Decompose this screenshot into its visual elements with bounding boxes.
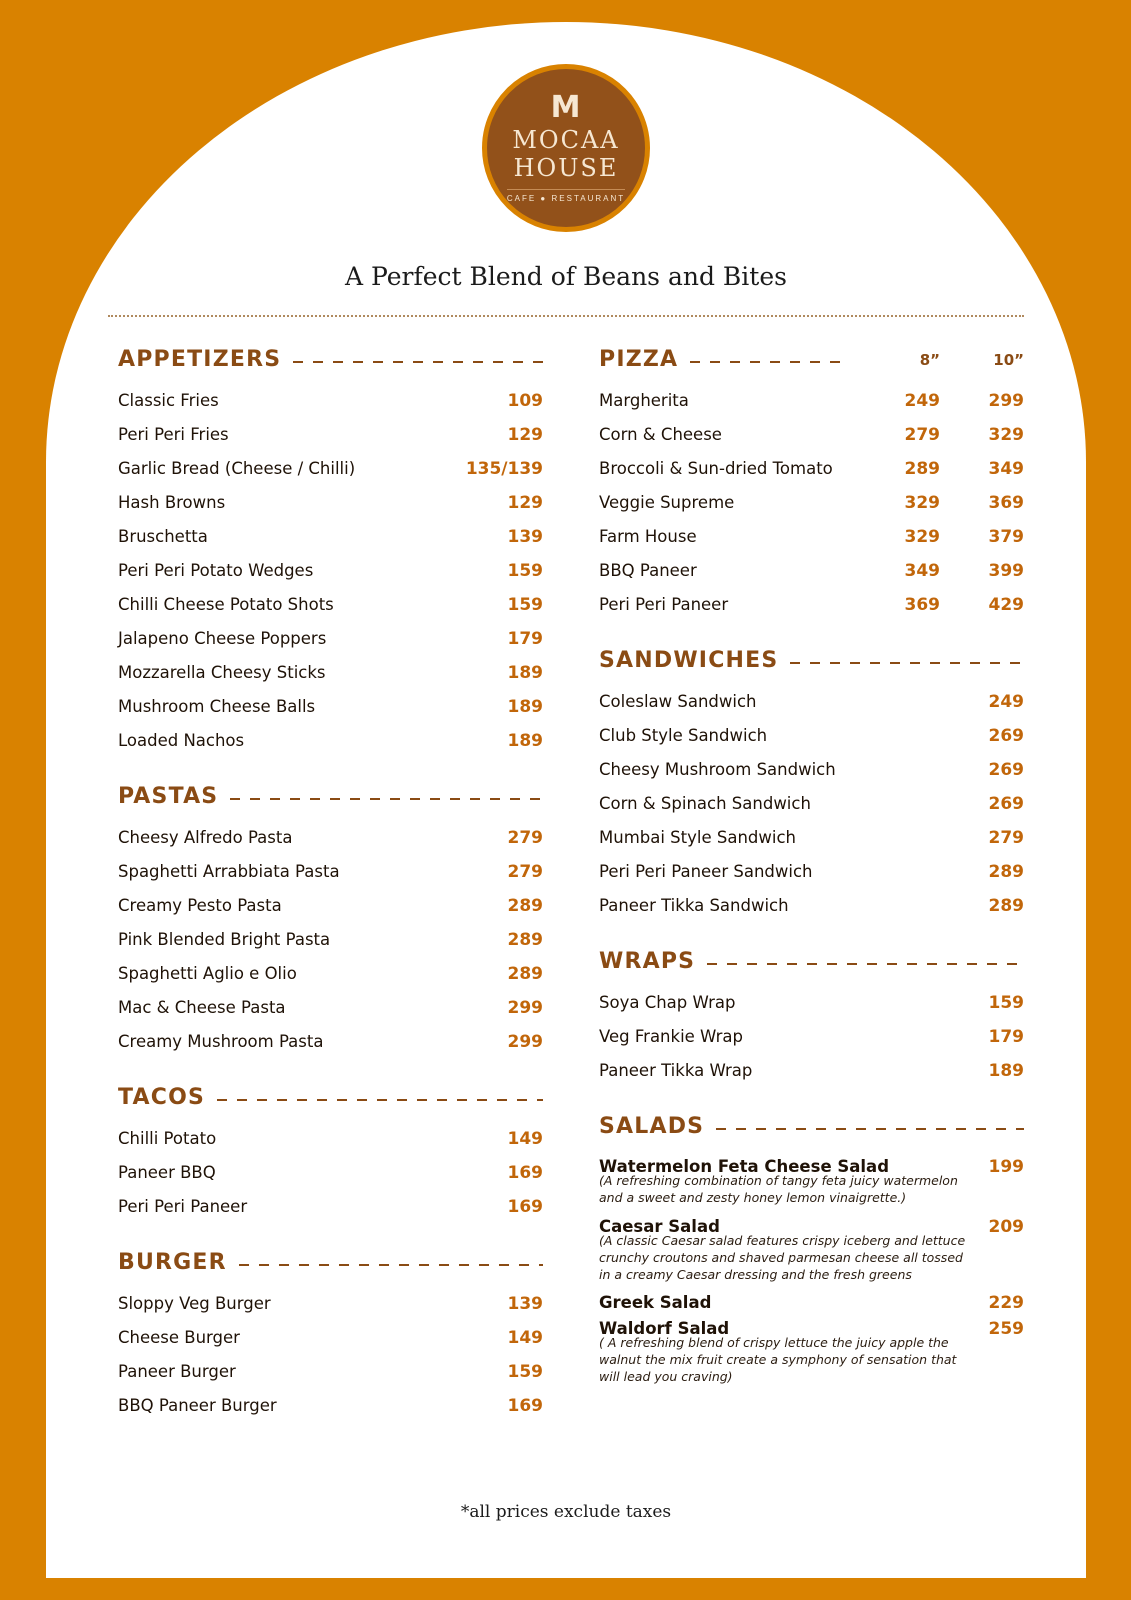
item-price: 189 xyxy=(507,697,543,717)
item-price-8in: 329 xyxy=(904,527,940,547)
item-name: Peri Peri Paneer Sandwich xyxy=(599,862,813,881)
menu-item xyxy=(118,821,543,855)
item-name: Corn & Cheese xyxy=(599,425,722,444)
brand-name-line1: MOCAA xyxy=(512,125,620,154)
section-burger xyxy=(118,1250,543,1423)
menu-item xyxy=(599,520,1024,554)
menu-item xyxy=(599,588,1024,622)
menu-item xyxy=(599,1020,1024,1054)
item-name: Peri Peri Fries xyxy=(118,425,229,444)
item-description: ( A refreshing blend of crispy lettuce the juicy apple the walnut the mix fruit create a symphony of sensation that will lead you craving) xyxy=(599,1335,957,1385)
dotted-rule xyxy=(293,361,543,363)
item-name: Mac & Cheese Pasta xyxy=(118,998,286,1017)
item-price: 289 xyxy=(988,862,1024,882)
section-title: APPETIZERS xyxy=(118,347,282,372)
item-price: 169 xyxy=(507,1163,543,1183)
menu-item xyxy=(599,685,1024,719)
brand-logo xyxy=(482,64,650,232)
item-price: 149 xyxy=(507,1129,543,1149)
item-price-10in: 399 xyxy=(988,561,1024,581)
menu-item xyxy=(599,384,1024,418)
item-price-10in: 349 xyxy=(988,459,1024,479)
menu-item xyxy=(118,588,543,622)
size-header-8in: 8” xyxy=(919,350,940,369)
item-price-10in: 329 xyxy=(988,425,1024,445)
section-title: PIZZA xyxy=(599,347,679,372)
item-name: Broccoli & Sun-dried Tomato xyxy=(599,459,833,478)
section-sandwiches xyxy=(599,648,1024,923)
item-name: Bruschetta xyxy=(118,527,208,546)
section-header xyxy=(118,784,543,809)
item-name: Waldorf Salad xyxy=(599,1319,730,1339)
item-price-8in: 349 xyxy=(904,561,940,581)
item-name: Paneer Tikka Wrap xyxy=(599,1061,753,1080)
item-description: (A refreshing combination of tangy feta juicy watermelon and a sweet and zesty honey lemon vinaigrette.) xyxy=(599,1173,958,1205)
item-name: Cheesy Mushroom Sandwich xyxy=(599,760,836,779)
item-name: Spaghetti Aglio e Olio xyxy=(118,964,297,983)
item-price-8in: 289 xyxy=(904,459,940,479)
menu-item xyxy=(118,1355,543,1389)
menu-item xyxy=(118,1321,543,1355)
item-price: 189 xyxy=(507,663,543,683)
item-name: Margherita xyxy=(599,391,689,410)
menu-item xyxy=(118,957,543,991)
item-price: 149 xyxy=(507,1328,543,1348)
dotted-rule xyxy=(707,963,1024,965)
price-footnote: *all prices exclude taxes xyxy=(460,1502,672,1522)
item-price: 179 xyxy=(507,629,543,649)
section-header xyxy=(599,1114,1024,1139)
menu-item xyxy=(599,889,1024,923)
item-price: 249 xyxy=(988,692,1024,712)
item-name: Greek Salad xyxy=(599,1293,712,1313)
item-name: Garlic Bread (Cheese / Chilli) xyxy=(118,459,356,478)
item-price: 129 xyxy=(507,425,543,445)
menu-item xyxy=(599,986,1024,1020)
menu-item xyxy=(118,520,543,554)
item-price: 229 xyxy=(988,1293,1024,1314)
item-name: Chilli Potato xyxy=(118,1129,217,1148)
item-name: Peri Peri Paneer xyxy=(118,1197,248,1216)
menu-item xyxy=(118,690,543,724)
menu-item xyxy=(118,889,543,923)
item-price: 135/139 xyxy=(465,459,543,479)
section-wraps xyxy=(599,949,1024,1088)
menu-item xyxy=(118,991,543,1025)
menu-item xyxy=(118,554,543,588)
logo-monogram-icon: M xyxy=(550,89,582,125)
menu-item xyxy=(118,855,543,889)
item-price: 189 xyxy=(507,731,543,751)
item-price: 159 xyxy=(507,561,543,581)
item-name: Pink Blended Bright Pasta xyxy=(118,930,331,949)
menu-item xyxy=(118,452,543,486)
item-price-8in: 369 xyxy=(904,595,940,615)
item-price: 159 xyxy=(507,1362,543,1382)
item-name: Peri Peri Paneer xyxy=(599,595,729,614)
menu-item xyxy=(599,855,1024,889)
item-name: Paneer Tikka Sandwich xyxy=(599,896,789,915)
menu-item xyxy=(118,1389,543,1423)
item-price: 279 xyxy=(507,862,543,882)
dotted-rule xyxy=(690,361,844,363)
item-price: 169 xyxy=(507,1396,543,1416)
brand-name-line2: HOUSE xyxy=(513,153,619,182)
menu-item xyxy=(118,1190,543,1224)
dotted-rule xyxy=(716,1128,1024,1130)
item-name: BBQ Paneer Burger xyxy=(118,1396,277,1415)
item-name: Farm House xyxy=(599,527,697,546)
item-name: Corn & Spinach Sandwich xyxy=(599,794,811,813)
section-header xyxy=(118,347,543,372)
menu-item xyxy=(118,923,543,957)
item-price: 159 xyxy=(988,993,1024,1013)
item-name: Cheesy Alfredo Pasta xyxy=(118,828,293,847)
menu-item xyxy=(118,656,543,690)
item-name: Paneer BBQ xyxy=(118,1163,216,1182)
item-price: 209 xyxy=(988,1216,1024,1237)
section-title: PASTAS xyxy=(118,784,219,809)
section-header xyxy=(118,1085,543,1110)
dotted-rule xyxy=(790,662,1024,664)
menu-item xyxy=(118,1156,543,1190)
menu-item xyxy=(118,1122,543,1156)
item-price-8in: 279 xyxy=(904,425,940,445)
item-name: Club Style Sandwich xyxy=(599,726,768,745)
section-tacos xyxy=(118,1085,543,1224)
item-price: 299 xyxy=(507,1032,543,1052)
item-price: 279 xyxy=(507,828,543,848)
item-price-10in: 369 xyxy=(988,493,1024,513)
item-name: Chilli Cheese Potato Shots xyxy=(118,595,334,614)
left-column xyxy=(118,347,543,1449)
item-price: 109 xyxy=(507,391,543,411)
item-price-8in: 329 xyxy=(904,493,940,513)
section-pastas xyxy=(118,784,543,1059)
item-price: 189 xyxy=(988,1061,1024,1081)
item-price: 269 xyxy=(988,760,1024,780)
dotted-rule xyxy=(217,1099,543,1101)
menu-item xyxy=(118,1025,543,1059)
dotted-rule xyxy=(230,798,543,800)
menu-item xyxy=(599,418,1024,452)
item-name: Jalapeno Cheese Poppers xyxy=(118,629,327,648)
section-header xyxy=(599,949,1024,974)
section-header xyxy=(118,1250,543,1275)
size-header-10in: 10” xyxy=(993,350,1024,369)
item-name: Paneer Burger xyxy=(118,1362,236,1381)
dotted-rule xyxy=(239,1264,543,1266)
item-name: Coleslaw Sandwich xyxy=(599,692,757,711)
menu-item xyxy=(599,486,1024,520)
section-title: TACOS xyxy=(118,1085,206,1110)
item-price-8in: 249 xyxy=(904,391,940,411)
item-name: Watermelon Feta Cheese Salad xyxy=(599,1157,889,1176)
item-name: Creamy Mushroom Pasta xyxy=(118,1032,324,1051)
menu-item xyxy=(599,1054,1024,1088)
section-header xyxy=(599,347,1024,372)
section-title: BURGER xyxy=(118,1250,227,1275)
menu-item xyxy=(599,787,1024,821)
item-name: Sloppy Veg Burger xyxy=(118,1294,271,1313)
section-header xyxy=(599,648,1024,673)
item-name: Mozzarella Cheesy Sticks xyxy=(118,663,326,682)
item-price: 289 xyxy=(988,896,1024,916)
item-price: 169 xyxy=(507,1197,543,1217)
item-name: Caesar Salad xyxy=(599,1216,720,1236)
item-name: Creamy Pesto Pasta xyxy=(118,896,282,915)
item-price: 129 xyxy=(507,493,543,513)
tagline: A Perfect Blend of Beans and Bites xyxy=(345,262,787,291)
section-salads xyxy=(599,1114,1024,1386)
item-price: 259 xyxy=(988,1319,1024,1340)
item-price: 289 xyxy=(507,964,543,984)
item-price: 179 xyxy=(988,1027,1024,1047)
item-name: BBQ Paneer xyxy=(599,561,697,580)
item-name: Peri Peri Potato Wedges xyxy=(118,561,314,580)
section-title: SALADS xyxy=(599,1114,705,1139)
item-name: Soya Chap Wrap xyxy=(599,993,736,1012)
item-name: Classic Fries xyxy=(118,391,219,410)
menu-item xyxy=(118,622,543,656)
item-price: 279 xyxy=(988,828,1024,848)
menu-item xyxy=(118,384,543,418)
menu-item xyxy=(599,554,1024,588)
brand-subtitle: CAFE ● RESTAURANT xyxy=(507,189,625,203)
item-price-10in: 379 xyxy=(988,527,1024,547)
item-price: 269 xyxy=(988,794,1024,814)
item-name: Spaghetti Arrabbiata Pasta xyxy=(118,862,340,881)
menu-item xyxy=(118,1287,543,1321)
item-price: 269 xyxy=(988,726,1024,746)
item-price: 299 xyxy=(507,998,543,1018)
item-name: Loaded Nachos xyxy=(118,731,245,750)
item-price: 199 xyxy=(988,1157,1024,1177)
menu-item xyxy=(599,753,1024,787)
item-price-10in: 299 xyxy=(988,391,1024,411)
menu-item xyxy=(118,724,543,758)
item-name: Hash Browns xyxy=(118,493,226,512)
item-name: Mumbai Style Sandwich xyxy=(599,828,796,847)
pizza-size-headers xyxy=(856,351,1024,369)
section-pizza xyxy=(599,347,1024,622)
item-price-10in: 429 xyxy=(988,595,1024,615)
section-appetizers xyxy=(118,347,543,758)
menu-item xyxy=(599,1287,1024,1313)
item-price: 289 xyxy=(507,930,543,950)
item-price: 289 xyxy=(507,896,543,916)
item-name: Cheese Burger xyxy=(118,1328,240,1347)
section-title: SANDWICHES xyxy=(599,648,779,673)
item-price: 139 xyxy=(507,1294,543,1314)
menu-item xyxy=(599,821,1024,855)
header-divider xyxy=(108,315,1024,317)
item-price: 139 xyxy=(507,527,543,547)
section-title: WRAPS xyxy=(599,949,696,974)
menu-item xyxy=(118,486,543,520)
item-price: 159 xyxy=(507,595,543,615)
menu-item xyxy=(599,452,1024,486)
item-name: Veggie Supreme xyxy=(599,493,735,512)
item-name: Mushroom Cheese Balls xyxy=(118,697,316,716)
logo-container xyxy=(46,64,1086,232)
item-description: (A classic Caesar salad features crispy iceberg and lettuce crunchy croutons and shaved parmesan cheese all tossed in a creamy Caesar dressing and the fresh greens xyxy=(599,1232,966,1282)
menu-item xyxy=(599,719,1024,753)
menu-columns xyxy=(118,347,1024,1449)
menu-card xyxy=(46,22,1086,1578)
right-column xyxy=(599,347,1024,1449)
item-name: Veg Frankie Wrap xyxy=(599,1027,743,1046)
menu-item xyxy=(118,418,543,452)
